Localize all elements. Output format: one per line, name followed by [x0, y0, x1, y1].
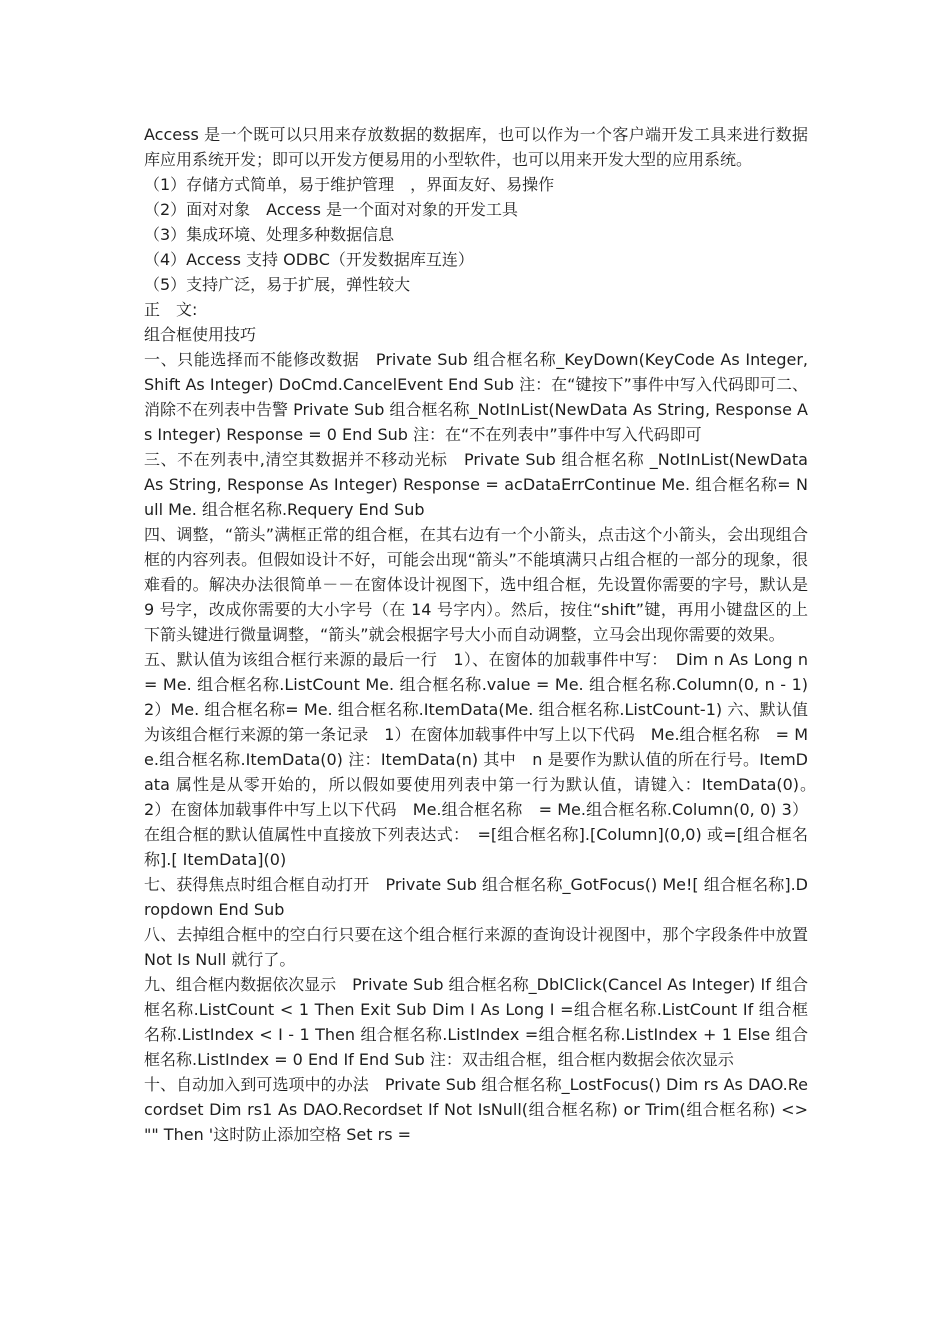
- tip-5-6-paragraph: 五、默认值为该组合框行来源的最后一行 1）、在窗体的加载事件中写： Dim n As Long n = Me. 组合框名称.ListCount Me. 组合框名称.value = Me. 组合框名称.Column(0, n - 1) 2）Me. 组合框名称= Me. 组合框名称.ItemData(Me. 组合框名称.ListCount-1) 六、默认值为该组合框行来源的第一条记录 1）在窗体加载事件中写上以下代码 Me.组合框名称 = Me.组合框名称.ItemData(0) 注：ItemData(n) 其中 n 是要作为默认值的所在行号。ItemData 属性是从零开始的，所以假如要使用列表中第一行为默认值，请键入：ItemData(0)。 2）在窗体加载事件中写上以下代码 Me.组合框名称 = Me.组合框名称.Column(0, 0) 3）在组合框的默认值属性中直接放下列表达式： =[组合框名称].[Column](0,0) 或=[组合框名称].[ ItemData](0): [144, 650, 825, 869]
- document-body: [144, 122, 825, 1147]
- intro-paragraph: Access 是一个既可以只用来存放数据的数据库，也可以作为一个客户端开发工具来进行数据库应用系统开发；即可以开发方便易用的小型软件，也可以用来开发大型的应用系统。: [144, 125, 808, 169]
- tip-4-paragraph: 四、调整，“箭头”满框正常的组合框，在其右边有一个小箭头，点击这个小箭头，会出现组合框的内容列表。但假如设计不好，可能会出现“箭头”不能填满只占组合框的一部分的现象，很难看的。解决办法很简单－－在窗体设计视图下，选中组合框，先设置你需要的字号，默认是 9 号字，改成你需要的大小字号（在 14 号字内）。然后，按住“shift”键，再用小键盘区的上下箭头键进行微量调整，“箭头”就会根据字号大小而自动调整，立马会出现你需要的效果。: [144, 525, 808, 644]
- tip-8-paragraph: 八、去掉组合框中的空白行只要在这个组合框行来源的查询设计视图中，那个字段条件中放置 Not Is Null 就行了。: [144, 925, 808, 969]
- tip-10-paragraph: 十、自动加入到可选项中的办法 Private Sub 组合框名称_LostFocus() Dim rs As DAO.Recordset Dim rs1 As DAO.Recordset If Not IsNull(组合框名称) or Trim(组合框名称) <> "" Then '这时防止添加空格 Set rs =: [144, 1075, 808, 1144]
- tip-3-paragraph: 三、不在列表中,清空其数据并不移动光标 Private Sub 组合框名称 _NotInList(NewData As String, Response As Integer) Response = acDataErrContinue Me. 组合框名称= Null Me. 组合框名称.Requery End Sub: [144, 450, 808, 519]
- feature-item-2: （2）面对对象 Access 是一个面对对象的开发工具: [144, 200, 519, 219]
- feature-item-4: （4）Access 支持 ODBC（开发数据库互连）: [144, 250, 474, 269]
- feature-item-1: （1）存储方式简单，易于维护管理 ，界面友好、易操作: [144, 175, 555, 194]
- feature-item-5: （5）支持广泛，易于扩展，弹性较大: [144, 275, 411, 294]
- body-heading: 正 文:: [144, 300, 198, 319]
- tip-9-paragraph: 九、组合框内数据依次显示 Private Sub 组合框名称_DblClick(Cancel As Integer) If 组合框名称.ListCount < 1 Then Exit Sub Dim I As Long I =组合框名称.ListCount If 组合框名称.ListIndex < I - 1 Then 组合框名称.ListIndex =组合框名称.ListIndex + 1 Else 组合框名称.ListIndex = 0 End If End Sub 注：双击组合框，组合框内数据会依次显示: [144, 975, 808, 1069]
- tip-1-2-paragraph: 一、只能选择而不能修改数据 Private Sub 组合框名称_KeyDown(KeyCode As Integer, Shift As Integer) DoCmd.CancelEvent End Sub 注：在“键按下”事件中写入代码即可二、消除不在列表中告警 Private Sub 组合框名称_NotInList(NewData As String, Response As Integer) Response = 0 End Sub 注：在“不在列表中”事件中写入代码即可: [144, 350, 808, 444]
- feature-item-3: （3）集成环境、处理多种数据信息: [144, 225, 395, 244]
- section-title: 组合框使用技巧: [144, 325, 257, 344]
- tip-7-paragraph: 七、获得焦点时组合框自动打开 Private Sub 组合框名称_GotFocus() Me![ 组合框名称].Dropdown End Sub: [144, 875, 808, 919]
